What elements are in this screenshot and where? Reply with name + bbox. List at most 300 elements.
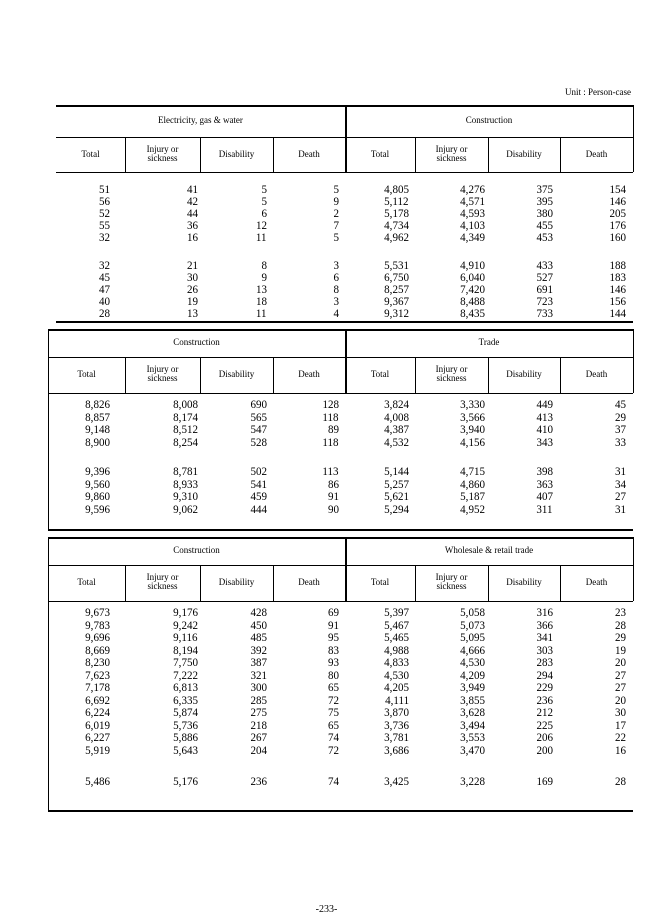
table-cell: 375 [536,182,553,196]
table-cell: 341 [536,630,553,644]
table-cell: 547 [250,422,267,437]
section-top-rule [48,537,633,539]
table-cell: 183 [609,269,626,284]
table-cell: 8,174 [173,409,198,424]
table-cell: 7,623 [85,667,110,682]
table-cell: 40 [98,293,110,308]
table-cell: 6,019 [85,717,110,732]
table-cell: 410 [536,422,553,437]
table-cell: 5,058 [460,605,485,619]
table-cell: 3,824 [384,397,409,411]
table-cell: 65 [327,717,339,732]
table-cell: 528 [250,435,267,450]
table-cell: 218 [250,717,267,732]
table-cell: 8,669 [85,642,110,657]
table-cell: 3,781 [384,730,409,744]
table-cell: 6,040 [460,269,485,284]
table-cell: 4,205 [384,680,409,694]
table-cell: 169 [536,774,553,788]
table-cell: 37 [614,422,626,437]
table-cell: 8,933 [173,476,198,491]
table-cell: 20 [614,655,626,669]
table-cell: 3,736 [384,717,409,732]
table-cell: 392 [250,642,267,657]
table-cell: 72 [327,742,339,757]
table-cell: 4,349 [460,230,485,245]
table-cell: 6 [333,269,339,284]
table-cell: 5,294 [384,501,409,516]
column-header: Disability [506,148,542,159]
table-cell: 5,531 [384,257,409,272]
table-cell: 3,870 [384,705,409,719]
table-cell: 83 [327,642,339,657]
table-cell: 36 [186,218,198,233]
table-cell: 4,734 [384,218,409,233]
header-divider [48,601,633,602]
table-cell: 5,112 [384,194,409,209]
table-cell: 9 [261,269,267,284]
table-cell: 30 [186,269,198,284]
column-header: Injury or sickness [146,143,179,163]
column-header: Death [585,577,608,587]
table-cell: 9,312 [384,305,409,320]
table-cell: 3,628 [460,705,485,719]
column-header: Death [585,148,608,159]
table-cell: 146 [609,194,626,209]
table-cell: 4,532 [384,435,409,450]
table-cell: 3,940 [460,422,485,437]
table-cell: 3 [333,293,339,308]
column-divider [415,357,416,393]
table-cell: 69 [327,605,339,619]
table-cell: 285 [250,692,267,707]
table-cell: 5 [261,194,267,209]
table-cell: 19 [186,293,198,308]
table-cell: 12 [255,218,267,233]
table-cell: 527 [536,269,553,284]
table-cell: 4,571 [460,194,485,209]
title-divider [48,357,633,358]
table-cell: 20 [614,692,626,707]
table-cell: 8,826 [85,397,110,411]
table-cell: 27 [614,489,626,504]
table-cell: 7,420 [460,281,485,296]
table-cell: 188 [609,257,626,272]
table-cell: 5,397 [384,605,409,619]
table-cell: 7,178 [85,680,110,694]
table-cell: 4,860 [460,476,485,491]
column-header: Total [370,369,390,379]
table-cell: 42 [186,194,198,209]
table-cell: 22 [614,730,626,744]
table-cell: 3,855 [460,692,485,707]
table-cell: 8 [261,257,267,272]
table-cell: 450 [250,617,267,632]
table-cell: 407 [536,489,553,504]
table-cell: 212 [536,705,553,719]
header-divider [56,172,633,173]
table-cell: 33 [614,435,626,450]
table-cell: 28 [98,305,110,320]
table-cell: 128 [322,397,339,411]
table-cell: 8,008 [173,397,198,411]
table-cell: 413 [536,409,553,424]
column-header: Total [77,369,96,379]
table-cell: 9,783 [85,617,110,632]
table-cell: 5 [333,230,339,245]
column-header: Death [298,577,320,587]
column-header: Death [298,148,320,159]
table-cell: 6,750 [384,269,409,284]
table-cell: 6 [261,206,267,221]
column-header: Injury or sickness [435,572,468,592]
table-cell: 8,900 [85,435,110,450]
table-cell: 8,488 [460,293,485,308]
table-cell: 9,596 [85,501,110,516]
table-cell: 11 [256,305,267,320]
column-header: Death [298,369,320,379]
table-cell: 398 [536,463,553,478]
table-cell: 236 [536,692,553,707]
table-cell: 4,111 [384,692,409,707]
table-cell: 44 [186,206,198,221]
right-panel-title: Wholesale & retail trade [444,545,534,555]
table-cell: 4,805 [384,182,409,196]
table-cell: 5,874 [173,705,198,719]
table-cell: 343 [536,435,553,450]
table-cell: 9,367 [384,293,409,308]
table-cell: 8,230 [85,655,110,669]
table-cell: 4,952 [460,501,485,516]
table-cell: 8,857 [85,409,110,424]
table-cell: 91 [327,489,339,504]
column-header: Total [370,577,390,587]
table-cell: 3,949 [460,680,485,694]
table-cell: 56 [98,194,110,209]
table-cell: 321 [250,667,267,682]
table-cell: 541 [250,476,267,491]
table-cell: 275 [250,705,267,719]
table-cell: 32 [98,257,110,272]
table-cell: 200 [536,742,553,757]
table-cell: 16 [186,230,198,245]
table-cell: 90 [327,501,339,516]
table-cell: 3,566 [460,409,485,424]
table-cell: 9,673 [85,605,110,619]
table-cell: 34 [614,476,626,491]
table-cell: 6,813 [173,680,198,694]
table-cell: 176 [609,218,626,233]
table-cell: 4,666 [460,642,485,657]
table-cell: 8,254 [173,435,198,450]
table-cell: 5,643 [173,742,198,757]
table-cell: 9 [333,194,339,209]
table-cell: 4,156 [460,435,485,450]
table-cell: 31 [614,463,626,478]
table-cell: 3,553 [460,730,485,744]
table-cell: 31 [614,501,626,516]
column-header: Death [585,369,608,379]
table-cell: 6,224 [85,705,110,719]
table-cell: 485 [250,630,267,644]
left-panel-title: Construction [173,337,220,347]
column-header: Disability [218,369,255,379]
table-cell: 4,209 [460,667,485,682]
table-cell: 2 [333,206,339,221]
table-cell: 502 [250,463,267,478]
left-panel-title: Construction [173,545,220,555]
table-cell: 363 [536,476,553,491]
table-cell: 4 [333,305,339,320]
header-divider [48,393,633,394]
table-cell: 453 [536,230,553,245]
table-cell: 160 [609,230,626,245]
column-divider [415,137,416,172]
table-cell: 89 [327,422,339,437]
table-cell: 9,396 [85,463,110,478]
table-cell: 5,073 [460,617,485,632]
unit-label: Unit : Person-case [565,87,631,97]
column-header: Total [370,148,390,159]
table-cell: 72 [327,692,339,707]
table-cell: 4,715 [460,463,485,478]
table-cell: 8,512 [173,422,198,437]
table-cell: 156 [609,293,626,308]
table-cell: 27 [614,667,626,682]
table-cell: 74 [327,774,339,788]
right-border [633,105,634,172]
table-cell: 55 [98,218,110,233]
table-cell: 4,103 [460,218,485,233]
section-top-rule [48,329,633,331]
table-cell: 7 [333,218,339,233]
table-cell: 80 [327,667,339,682]
table-cell: 204 [250,742,267,757]
column-header: Disability [506,577,542,587]
table-cell: 45 [614,397,626,411]
table-cell: 4,988 [384,642,409,657]
table-cell: 93 [327,655,339,669]
table-cell: 459 [250,489,267,504]
table-cell: 5,465 [384,630,409,644]
table-cell: 5,467 [384,617,409,632]
table-cell: 433 [536,257,553,272]
table-cell: 11 [256,230,267,245]
table-cell: 21 [186,257,198,272]
table-cell: 18 [255,293,267,308]
table-cell: 733 [536,305,553,320]
table-cell: 3,330 [460,397,485,411]
table-cell: 8 [333,281,339,296]
table-cell: 95 [327,630,339,644]
table-cell: 6,335 [173,692,198,707]
table-cell: 9,116 [173,630,198,644]
table-cell: 5,919 [85,742,110,757]
table-cell: 32 [98,230,110,245]
table-cell: 5,257 [384,476,409,491]
table-cell: 380 [536,206,553,221]
table-cell: 28 [614,774,626,788]
column-header: Injury or sickness [146,572,179,592]
table-cell: 206 [536,730,553,744]
table-cell: 154 [609,182,626,196]
table-cell: 4,387 [384,422,409,437]
table-cell: 5,486 [85,774,110,788]
left-border [48,329,49,529]
table-cell: 4,962 [384,230,409,245]
table-cell: 395 [536,194,553,209]
table-cell: 7,750 [173,655,198,669]
table-cell: 4,530 [384,667,409,682]
table-cell: 23 [614,605,626,619]
table-cell: 144 [609,305,626,320]
table-cell: 303 [536,642,553,657]
column-divider [125,565,126,601]
table-cell: 5 [333,182,339,196]
table-cell: 9,148 [85,422,110,437]
column-divider [125,137,126,172]
column-header: Injury or sickness [435,143,468,163]
table-cell: 225 [536,717,553,732]
table-cell: 6,227 [85,730,110,744]
table-cell: 5,144 [384,463,409,478]
table-cell: 229 [536,680,553,694]
table-cell: 5,886 [173,730,198,744]
table-cell: 5,095 [460,630,485,644]
table-cell: 366 [536,617,553,632]
table-cell: 9,062 [173,501,198,516]
section-bottom-rule [48,529,633,531]
column-header: Total [81,148,100,159]
column-header: Disability [218,577,255,587]
table-cell: 3,470 [460,742,485,757]
table-cell: 5,187 [460,489,485,504]
section-bottom-rule [56,321,633,323]
table-cell: 29 [614,630,626,644]
table-cell: 9,560 [85,476,110,491]
table-cell: 86 [327,476,339,491]
table-cell: 267 [250,730,267,744]
table-cell: 723 [536,293,553,308]
table-cell: 316 [536,605,553,619]
table-cell: 27 [614,680,626,694]
table-cell: 51 [98,182,110,196]
table-cell: 9,176 [173,605,198,619]
column-header: Injury or sickness [435,364,468,384]
table-cell: 3,425 [384,774,409,788]
table-cell: 8,194 [173,642,198,657]
table-cell: 283 [536,655,553,669]
table-cell: 26 [186,281,198,296]
table-cell: 387 [250,655,267,669]
table-cell: 52 [98,206,110,221]
table-cell: 9,696 [85,630,110,644]
table-cell: 300 [250,680,267,694]
table-cell: 4,833 [384,655,409,669]
table-cell: 75 [327,705,339,719]
table-cell: 118 [322,435,339,450]
table-cell: 4,008 [384,409,409,424]
column-header: Total [77,577,96,587]
table-cell: 565 [250,409,267,424]
left-panel-title: Electricity, gas & water [158,115,243,125]
table-cell: 9,860 [85,489,110,504]
table-cell: 8,257 [384,281,409,296]
table-cell: 3 [333,257,339,272]
table-cell: 65 [327,680,339,694]
table-cell: 3,494 [460,717,485,732]
column-divider [415,565,416,601]
table-cell: 691 [536,281,553,296]
column-divider [125,357,126,393]
table-cell: 146 [609,281,626,296]
table-cell: 13 [186,305,198,320]
title-divider [48,565,633,566]
table-cell: 13 [255,281,267,296]
column-header: Injury or sickness [146,364,179,384]
table-cell: 7,222 [173,667,198,682]
column-header: Disability [218,148,255,159]
table-cell: 118 [322,409,339,424]
table-cell: 444 [250,501,267,516]
table-cell: 5,621 [384,489,409,504]
table-cell: 19 [614,642,626,657]
table-cell: 4,910 [460,257,485,272]
section-bottom-rule [48,810,633,812]
page-number: -233- [315,904,338,915]
table-cell: 3,686 [384,742,409,757]
table-cell: 294 [536,667,553,682]
table-cell: 28 [614,617,626,632]
table-cell: 17 [614,717,626,732]
table-cell: 9,310 [173,489,198,504]
table-cell: 47 [98,281,110,296]
table-cell: 5 [261,182,267,196]
table-cell: 74 [327,730,339,744]
table-cell: 29 [614,409,626,424]
table-cell: 4,276 [460,182,485,196]
table-cell: 16 [614,742,626,757]
table-cell: 5,176 [173,774,198,788]
table-cell: 45 [98,269,110,284]
table-cell: 5,736 [173,717,198,732]
table-cell: 3,228 [460,774,485,788]
table-cell: 9,242 [173,617,198,632]
table-cell: 428 [250,605,267,619]
table-cell: 6,692 [85,692,110,707]
table-cell: 236 [250,774,267,788]
table-cell: 5,178 [384,206,409,221]
column-header: Disability [506,369,542,379]
table-cell: 4,593 [460,206,485,221]
table-cell: 8,435 [460,305,485,320]
table-cell: 205 [609,206,626,221]
right-border [633,329,634,393]
table-cell: 455 [536,218,553,233]
right-border [633,537,634,601]
table-cell: 91 [327,617,339,632]
table-cell: 30 [614,705,626,719]
table-cell: 311 [536,501,553,516]
right-panel-title: Construction [465,115,513,125]
right-panel-title: Trade [478,337,500,347]
table-cell: 449 [536,397,553,411]
table-cell: 4,530 [460,655,485,669]
table-cell: 8,781 [173,463,198,478]
table-cell: 113 [322,463,339,478]
table-cell: 690 [250,397,267,411]
table-cell: 41 [186,182,198,196]
